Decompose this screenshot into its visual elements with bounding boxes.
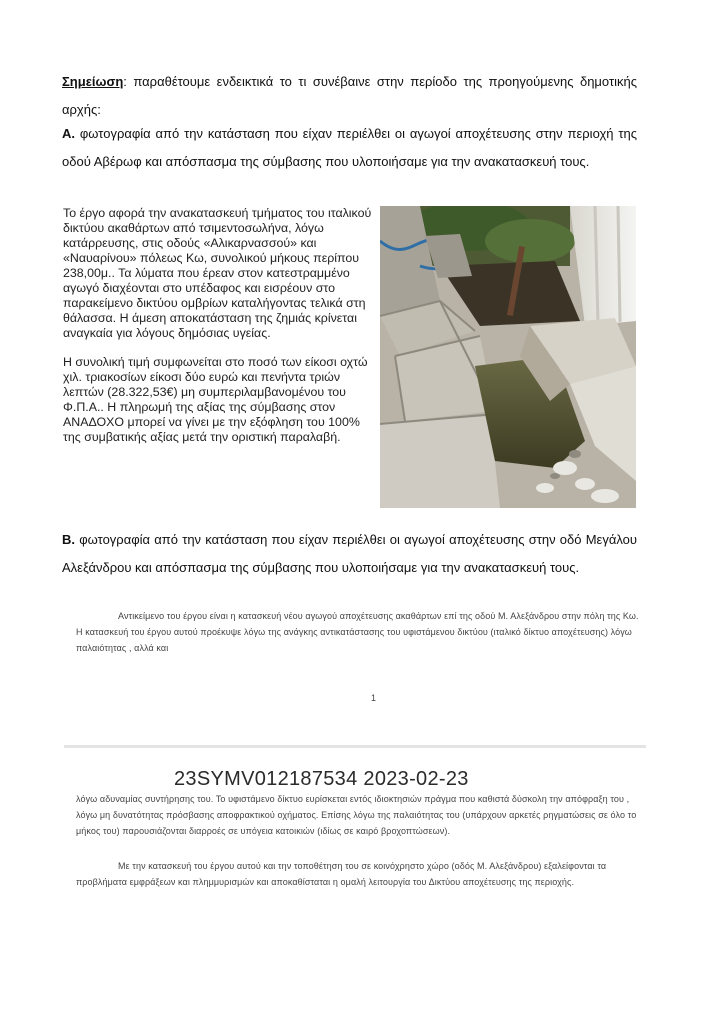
contract-document-id: 23SYMV012187534 2023-02-23 — [174, 768, 469, 790]
note-label: Σημείωση — [62, 74, 124, 89]
excerpt-paragraph-1: Το έργο αφορά την ανακατασκευή τμήματος του ιταλικού δικτύου ακαθάρτων από τσιμεντοσωλήνα, λόγω κατάρρευσης, στις οδούς «Αλικαρνασσού» και «Ναυαρίνου» πόλεως Κω, συνολικού μήκους περίπου 238,00μ.. Τα λύματα που έρεαν στον κατεστραμμένο αγωγό διαχέονται στο υπέδαφος και εισρέουν στο παρακείμενο δικτύου ομβρίων καταλήγοντας τελικά στη θάλασσα. Η άμεση αποκατάσταση της ζημιάς κρίνεται αναγκαία για λόγους δημόσιας υγείας. — [63, 206, 372, 340]
section-a-heading — [62, 120, 637, 176]
scan-paragraph-3: Με την κατασκευή του έργου αυτού και την τοποθέτηση του σε κοινόχρηστο χώρο (οδός Μ. Αλεξάνδρου) εξαλείφονται τα προβλήματα εμφράξεων και πλημμυρισμών και αποκαθίσταται η ομαλή λειτουργία του Δικτύου αποχέτευσης της περιοχής. — [76, 861, 607, 887]
section-b-heading — [62, 526, 637, 582]
note-paragraph — [62, 68, 637, 124]
scan-paragraph-2: λόγω αδυναμίας συντήρησης του. Το υφιστάμενο δίκτυο ευρίσκεται εντός ιδιοκτησιών πράγμα που καθιστά δύσκολη την απόφραξη του , λόγω μη δυνατότητας πρόσβασης αποφρακτικού οχήματος. Επίσης λόγω της παλαιότητας του (υπάρχουν αρκετές ρηγματώσεις σε όλο το μήκος του) παρουσιάζονται διαρροές σε υπόγεια κατοικιών (ιδίως σε καιρό βροχοπτώσεων). — [76, 794, 637, 836]
scan-page-number: 1 — [371, 693, 377, 703]
section-a-text: φωτογραφία από την κατάσταση που είχαν περιέλθει οι αγωγοί αποχέτευσης στην περιοχή της οδού Αβέρωφ και απόσπασμα της σύμβασης που υλοποιήσαμε για την ανακατασκευή τους. — [62, 126, 637, 169]
section-b-letter: Β. — [62, 532, 75, 547]
excerpt-paragraph-2: Η συνολική τιμή συμφωνείται στο ποσό των είκοσι οχτώ χιλ. τριακοσίων είκοσι δύο ευρώ και πενήντα τριών λεπτών (28.322,53€) μη συμπεριλαμβανομένου του Φ.Π.Α.. Η πληρωμή της αξίας της σύμβασης στον ΑΝΑΔΟΧΟ μπορεί να γίνει με την εξόφληση του 100% της συμβατικής αξίας μετά την οριστική παραλαβή. — [63, 355, 368, 444]
scan-paragraph-1: Αντικείμενο του έργου είναι η κατασκευή νέου αγωγού αποχέτευσης ακαθάρτων επί της οδού Μ. Αλεξάνδρου στην πόλη της Κω. Η κατασκευή του έργου αυτού προέκυψε λόγω της ανάγκης αντικατάστασης του υφιστάμενου δικτύου (ιταλικό δίκτυο αποχέτευσης) λόγω παλαιότητας , αλλά και — [76, 611, 639, 653]
collapsed-sewer-photo — [380, 206, 636, 508]
page-separator — [64, 745, 646, 748]
section-a-excerpt — [63, 206, 375, 445]
section-a-letter: Α. — [62, 126, 75, 141]
note-text: : παραθέτουμε ενδεικτικά το τι συνέβαινε στην περίοδο της προηγούμενης δημοτικής αρχής: — [62, 74, 637, 117]
section-b-text: φωτογραφία από την κατάσταση που είχαν περιέλθει οι αγωγοί αποχέτευσης στην οδό Μεγάλου Αλεξάνδρου και απόσπασμα της σύμβασης που υλοποιήσαμε για την ανακατασκευή τους. — [62, 532, 637, 575]
